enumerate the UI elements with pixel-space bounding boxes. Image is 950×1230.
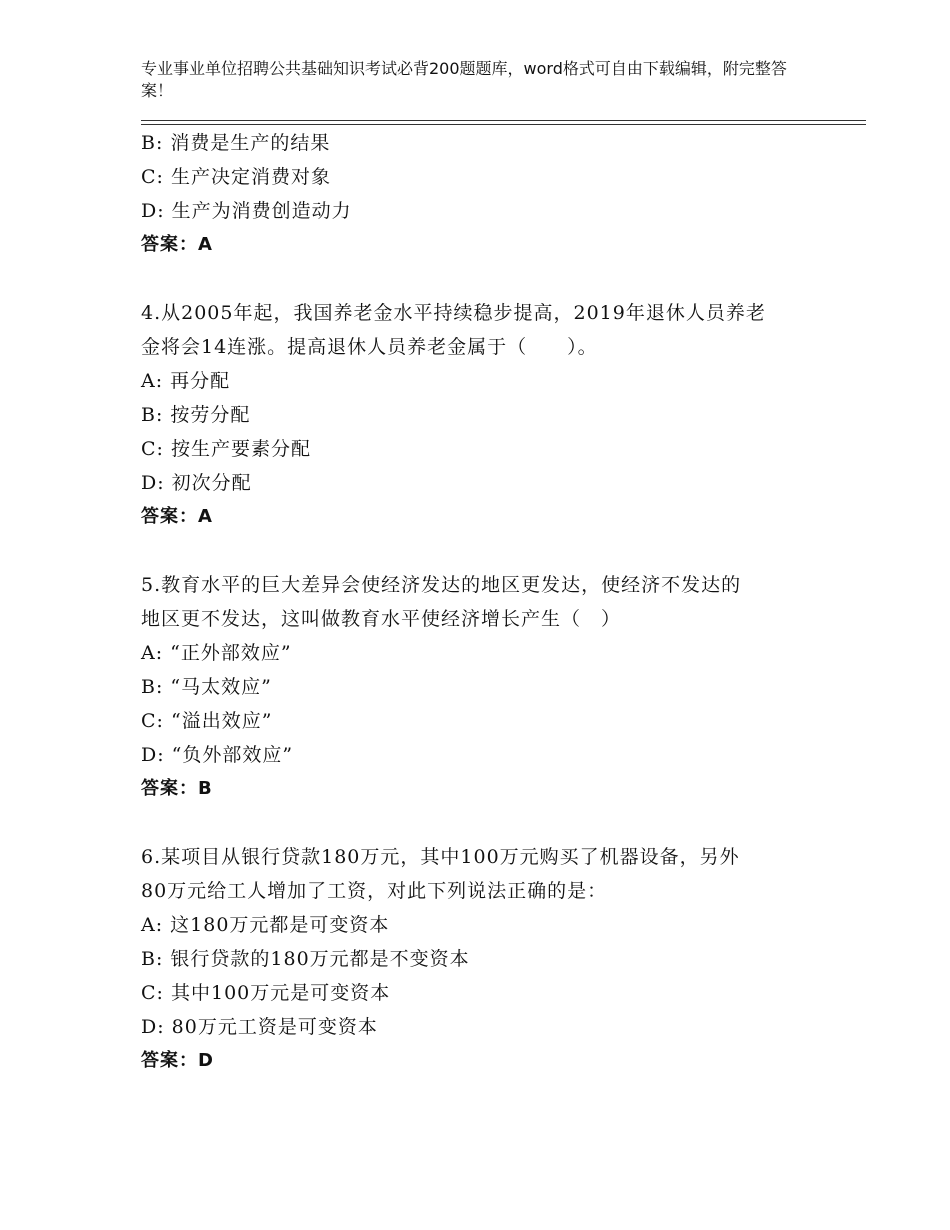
question-stem-line: 80万元给工人增加了工资，对此下列说法正确的是： — [141, 880, 608, 902]
answer-label: 答案：A — [141, 234, 213, 255]
option-c: C: “溢出效应” — [141, 710, 273, 732]
question-stem-line: 地区更不发达，这叫做教育水平使经济增长产生（ ） — [141, 608, 622, 630]
option-d: D: “负外部效应” — [141, 744, 294, 766]
spacer — [141, 806, 841, 840]
option-d: D: 初次分配 — [141, 472, 252, 494]
option-c: C: 生产决定消费对象 — [141, 166, 331, 188]
option-d: D: 80万元工资是可变资本 — [141, 1016, 378, 1038]
spacer — [141, 262, 841, 296]
answer-label: 答案：A — [141, 506, 213, 527]
question-stem-line: 4.从2005年起，我国养老金水平持续稳步提高，2019年退休人员养老 — [141, 302, 766, 324]
question-content — [141, 126, 841, 1078]
document-header: 专业事业单位招聘公共基础知识考试必背200题题库，word格式可自由下载编辑，附完整答案！ — [141, 59, 787, 100]
option-a: A: “正外部效应” — [141, 642, 292, 664]
header-divider-top — [141, 120, 866, 121]
option-b: B: 消费是生产的结果 — [141, 132, 331, 154]
question-3-tail — [141, 126, 841, 262]
option-b: B: “马太效应” — [141, 676, 272, 698]
question-4 — [141, 296, 841, 534]
header-divider-bottom — [141, 124, 866, 125]
option-b: B: 按劳分配 — [141, 404, 251, 426]
answer-label: 答案：B — [141, 778, 213, 799]
question-stem-line: 金将会14连涨。提高退休人员养老金属于（ ）。 — [141, 336, 598, 358]
spacer — [141, 534, 841, 568]
option-c: C: 其中100万元是可变资本 — [141, 982, 391, 1004]
question-stem-line: 6.某项目从银行贷款180万元，其中100万元购买了机器设备，另外 — [141, 846, 740, 868]
option-a: A: 再分配 — [141, 370, 231, 392]
answer-label: 答案：D — [141, 1050, 214, 1071]
option-d: D: 生产为消费创造动力 — [141, 200, 352, 222]
question-5 — [141, 568, 841, 806]
question-6 — [141, 840, 841, 1078]
question-stem-line: 5.教育水平的巨大差异会使经济发达的地区更发达，使经济不发达的 — [141, 574, 742, 596]
option-c: C: 按生产要素分配 — [141, 438, 311, 460]
option-b: B: 银行贷款的180万元都是不变资本 — [141, 948, 470, 970]
option-a: A: 这180万元都是可变资本 — [141, 914, 390, 936]
